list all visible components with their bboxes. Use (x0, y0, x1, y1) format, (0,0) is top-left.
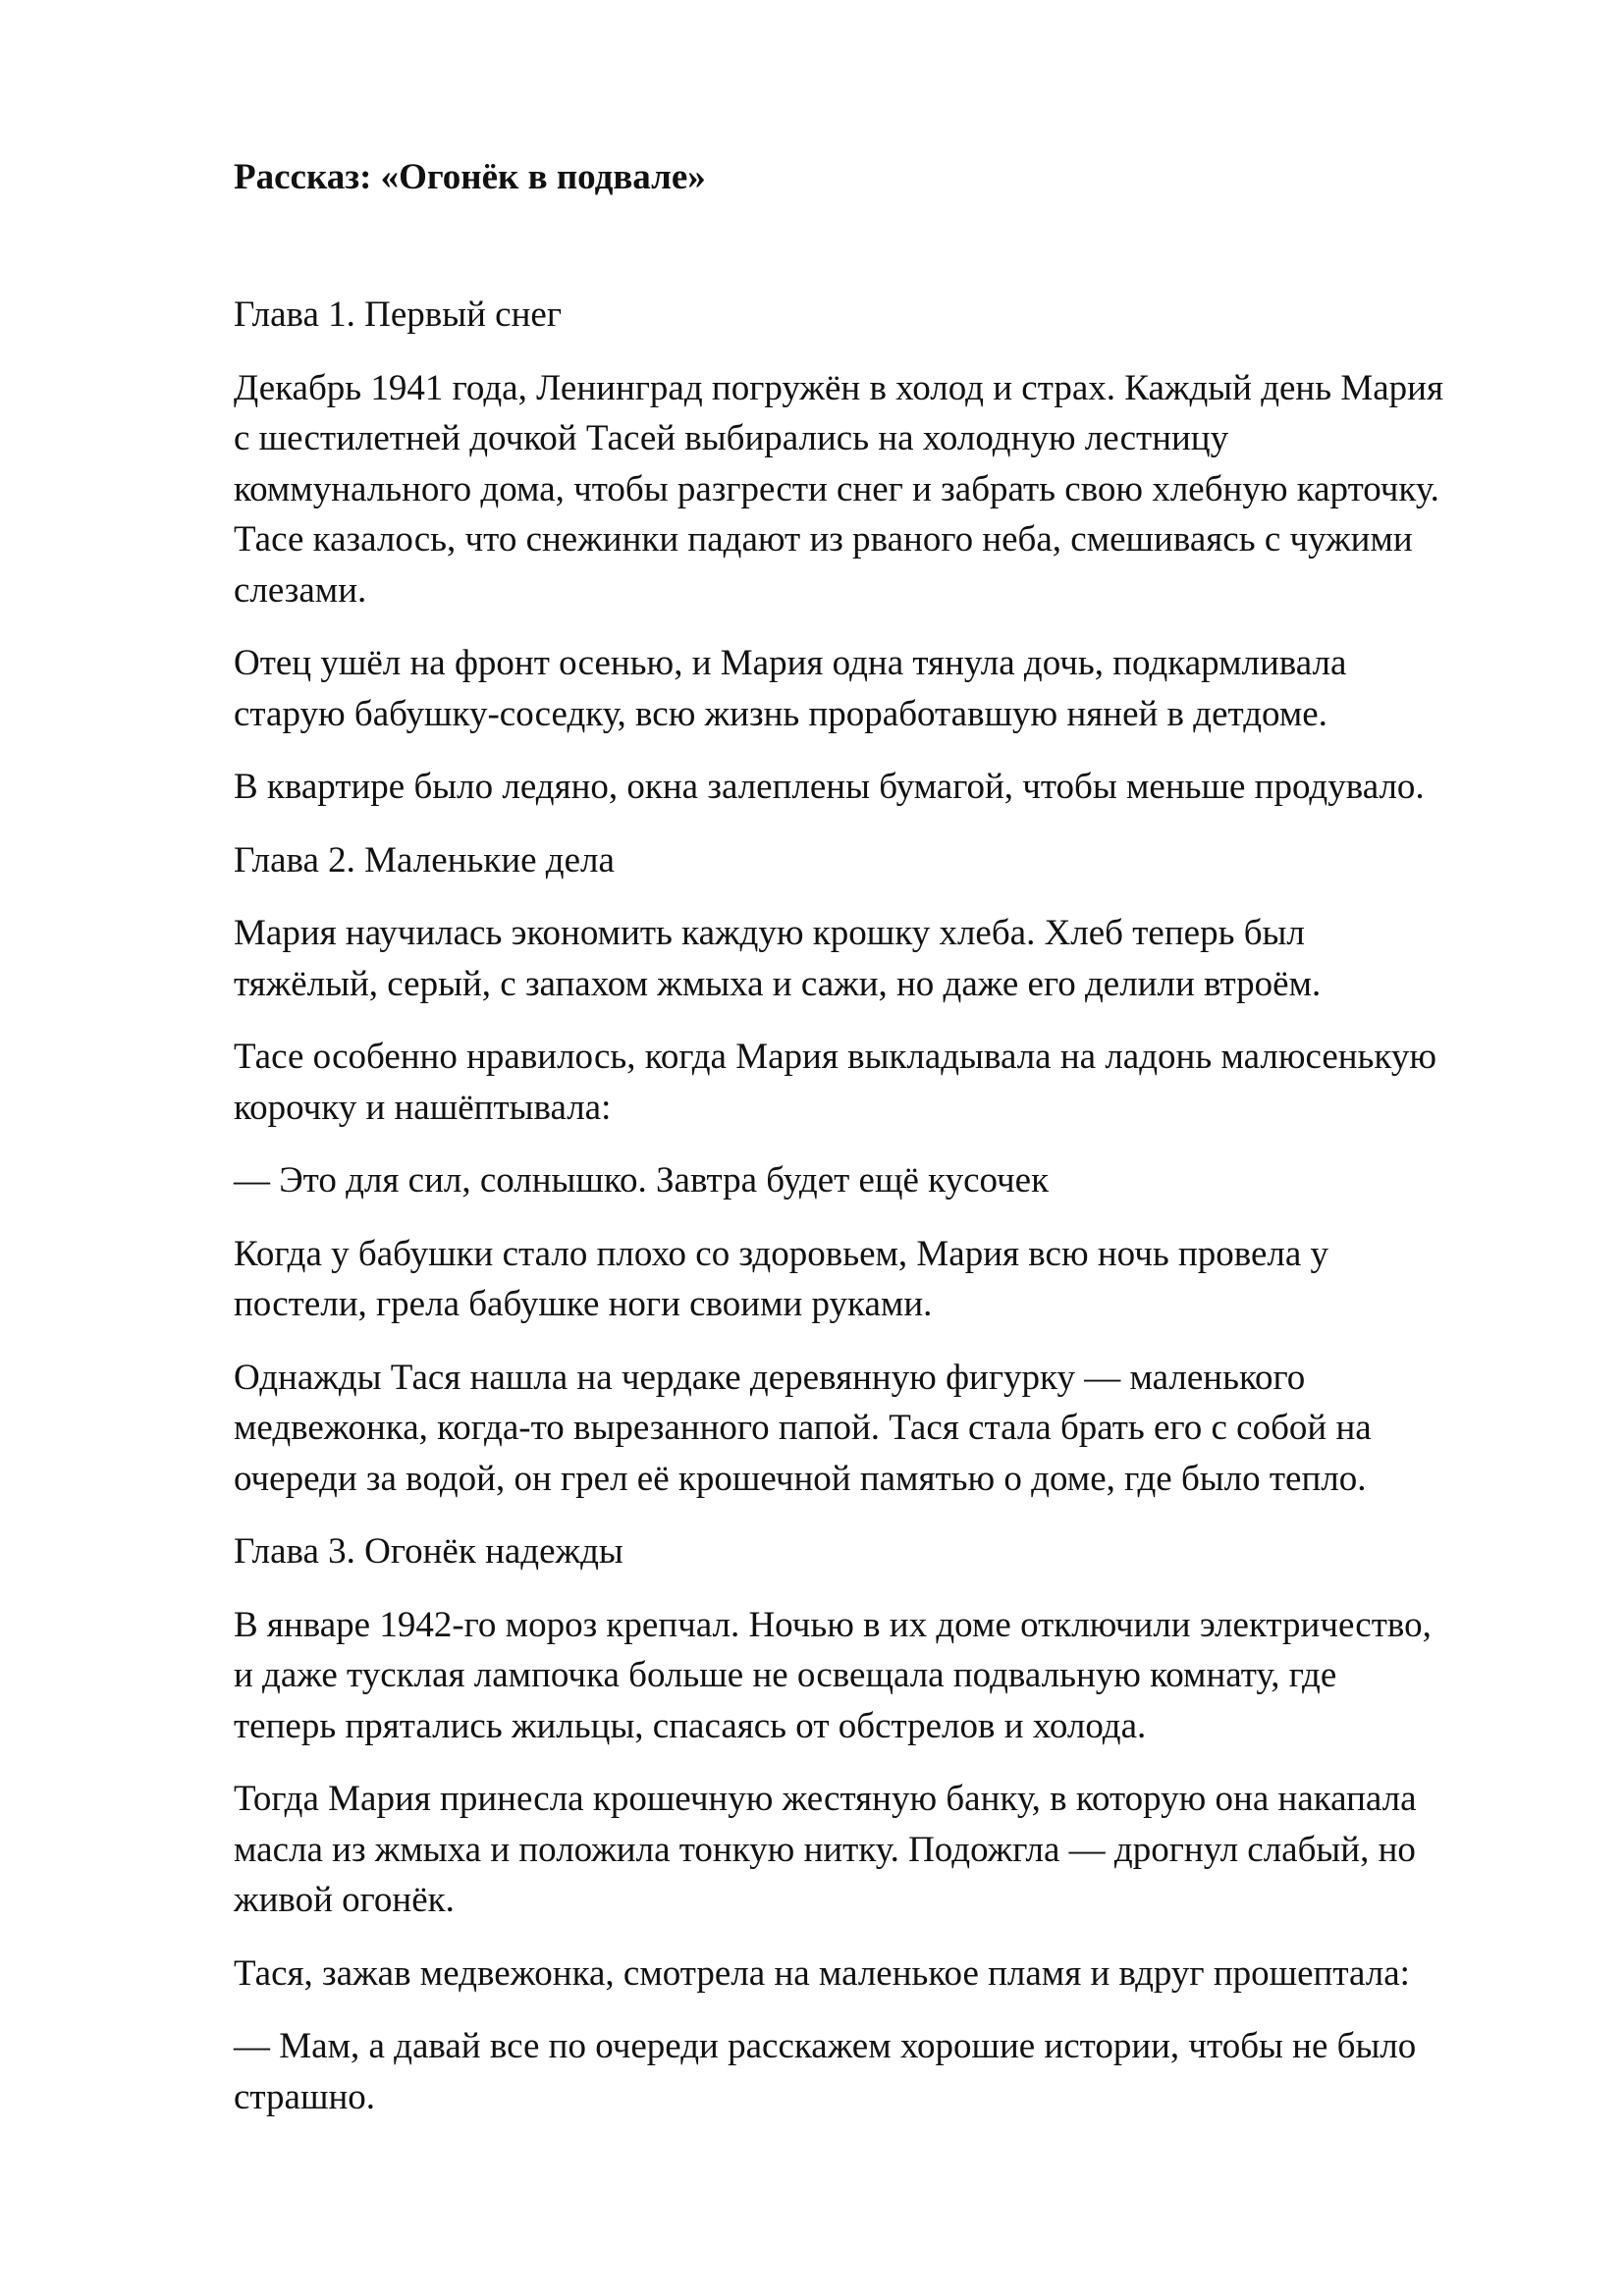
text-line: слезами. (234, 569, 367, 611)
paragraph (234, 1600, 1510, 1752)
text-line: — Это для сил, солнышко. Завтра будет ещё кусочек (234, 1160, 1050, 1201)
text-line: и даже тусклая лампочка больше не освещала подвальную комнату, где (234, 1655, 1337, 1695)
paragraph (234, 1774, 1510, 1926)
text-line: В январе 1942-го мороз крепчал. Ночью в их доме отключили электричество, (234, 1604, 1432, 1645)
text-line: корочку и нашёптывала: (234, 1087, 612, 1128)
text-line: тяжёлый, серый, с запахом жмыха и сажи, но даже его делили втроём. (234, 963, 1322, 1004)
text-line: Глава 2. Маленькие дела (234, 839, 615, 881)
text-line: Глава 1. Первый снег (234, 294, 562, 335)
text-line: Когда у бабушки стало плохо со здоровьем, Мария всю ночь провела у (234, 1233, 1329, 1274)
paragraph (234, 762, 1510, 813)
document-body (234, 152, 1510, 2145)
paragraph (234, 638, 1510, 739)
text-line: страшно. (234, 2076, 376, 2117)
text-line: Глава 3. Огонёк надежды (234, 1531, 623, 1572)
paragraph (234, 1032, 1510, 1133)
dialogue-line (234, 2021, 1510, 2122)
chapter-3-heading (234, 1526, 1510, 1577)
text-line: постели, грела бабушке ноги своими руками. (234, 1284, 933, 1324)
text-line: с шестилетней дочкой Тасей выбирались на холодную лестницу (234, 418, 1229, 458)
text-line: старую бабушку-соседку, всю жизнь проработавшую няней в детдоме. (234, 693, 1327, 734)
text-line: Тасе особенно нравилось, когда Мария выкладывала на ладонь малюсенькую (234, 1037, 1437, 1077)
paragraph (234, 1229, 1510, 1330)
paragraph (234, 1949, 1510, 2000)
text-line: Тася, зажав медвежонка, смотрела на маленькое пламя и вдруг прошептала: (234, 1952, 1410, 1994)
dialogue-line (234, 1155, 1510, 1206)
text-line: В квартире было ледяно, окна залеплены бумагой, чтобы меньше продувало. (234, 767, 1425, 807)
text-line: живой огонёк. (234, 1880, 455, 1920)
text-line: теперь прятались жильцы, спасаясь от обстрелов и холода. (234, 1705, 1147, 1746)
paragraph (234, 908, 1510, 1009)
text-line: Декабрь 1941 года, Ленинград погружён в холод и страх. Каждый день Мария (234, 367, 1444, 408)
text-line: — Мам, а давай все по очереди расскажем хорошие истории, чтобы не было (234, 2026, 1417, 2066)
text-line: Тогда Мария принесла крошечную жестяную банку, в которую она накапала (234, 1779, 1417, 1819)
chapter-1-heading (234, 290, 1510, 341)
paragraph (234, 363, 1510, 616)
text-line: очереди за водой, он грел её крошечной памятью о доме, где было тепло. (234, 1458, 1367, 1499)
text-line: Тасе казалось, что снежинки падают из рваного неба, смешиваясь с чужими (234, 519, 1413, 560)
text-line: Отец ушёл на фронт осенью, и Мария одна тянула дочь, подкармливала (234, 643, 1347, 683)
text-line: Однажды Тася нашла на чердаке деревянную фигурку — маленького (234, 1357, 1306, 1398)
text-line: медвежонка, когда-то вырезанного папой. Тася стала брать его с собой на (234, 1408, 1372, 1448)
text-line: Мария научилась экономить каждую крошку хлеба. Хлеб теперь был (234, 913, 1305, 953)
paragraph (234, 1353, 1510, 1505)
text-line: коммунального дома, чтобы разгрести снег и забрать свою хлебную карточку. (234, 468, 1439, 509)
story-title: Рассказ: «Огонёк в подвале» (234, 157, 706, 197)
text-line: масла из жмыха и положила тонкую нитку. Подожгла — дрогнул слабый, но (234, 1829, 1416, 1870)
chapter-2-heading (234, 835, 1510, 886)
